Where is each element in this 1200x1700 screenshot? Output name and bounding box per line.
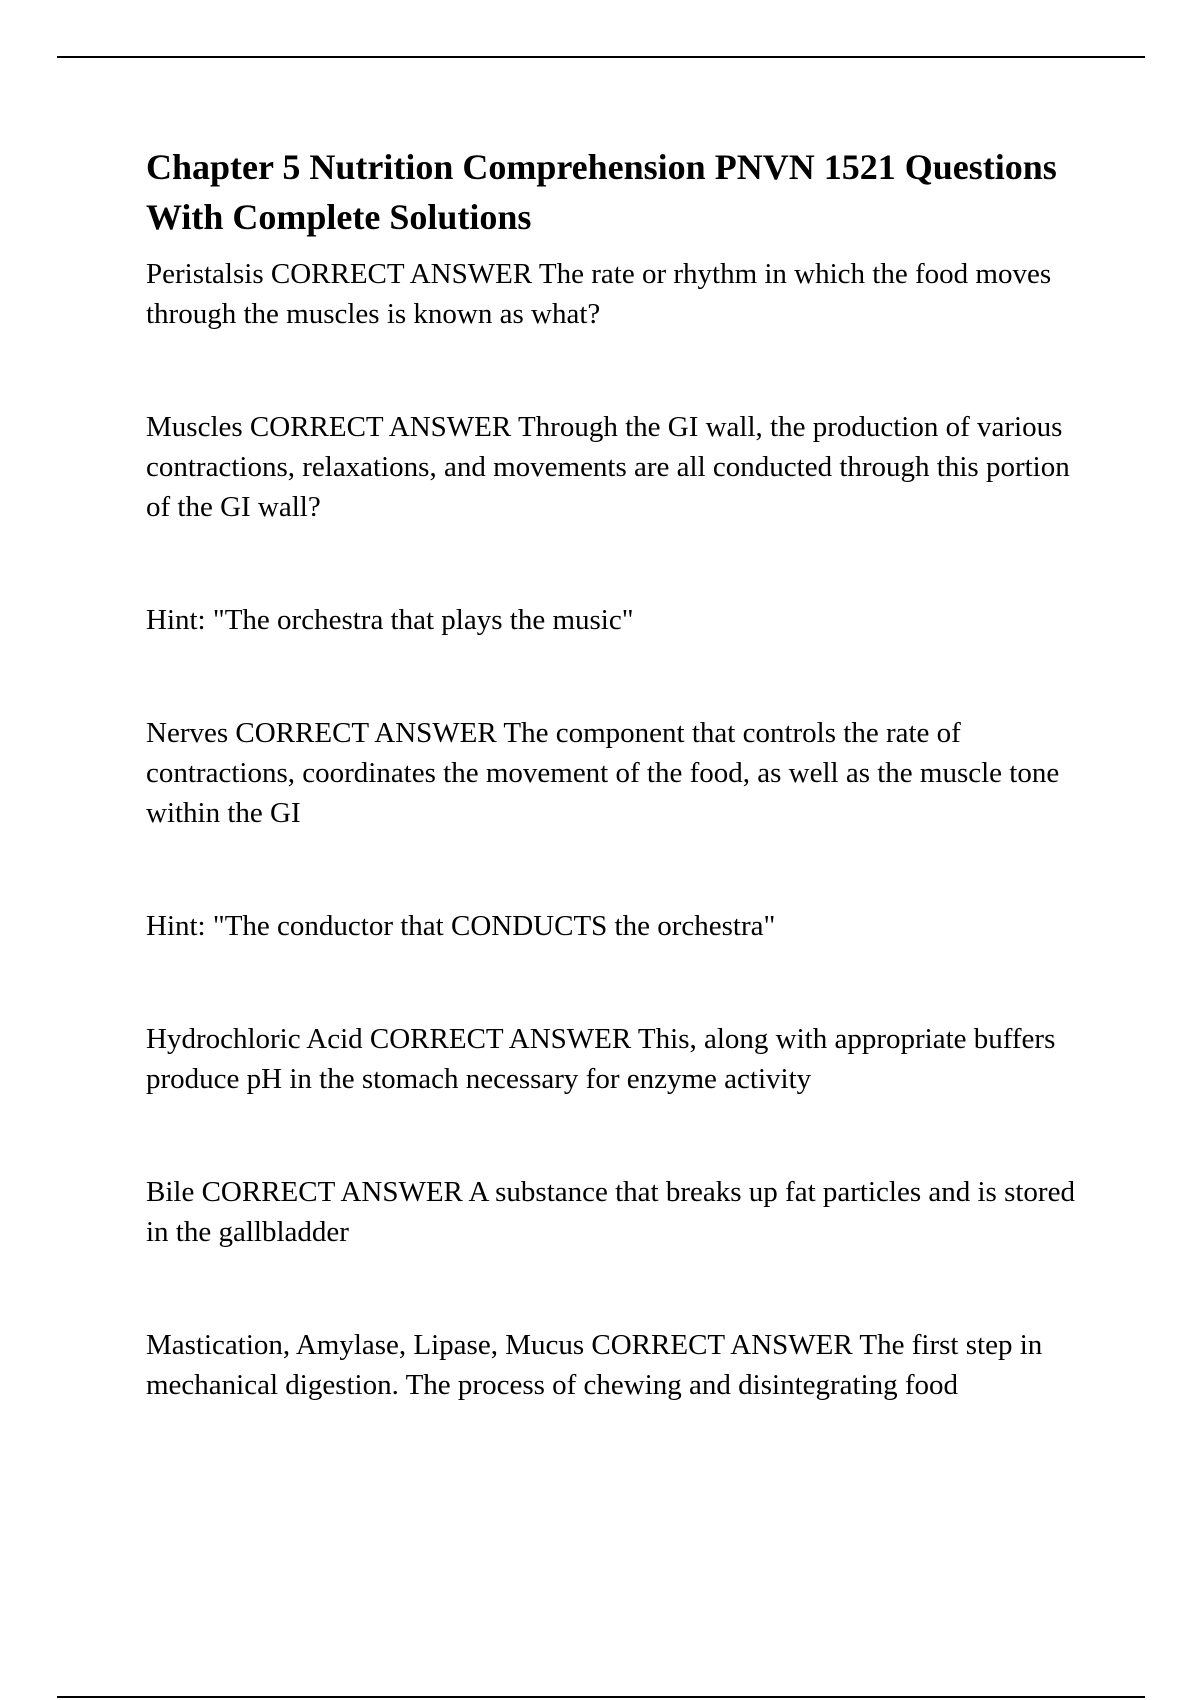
- qa-item-bile: Bile CORRECT ANSWER A substance that breaks up fat particles and is stored in the gallbladder: [146, 1176, 1075, 1248]
- footer-rule: [57, 1696, 1145, 1698]
- header-rule: [57, 56, 1145, 58]
- qa-item-hydrochloric-acid: Hydrochloric Acid CORRECT ANSWER This, along with appropriate buffers produce pH in the stomach necessary for enzyme activity: [146, 1023, 1056, 1095]
- hint-orchestra: Hint: "The orchestra that plays the music": [146, 604, 634, 636]
- qa-item-muscles: Muscles CORRECT ANSWER Through the GI wall, the production of various contractions, relaxations, and movements are all conducted through this portion of the GI wall?: [146, 411, 1070, 523]
- document-title: Chapter 5 Nutrition Comprehension PNVN 1521 Questions With Complete Solutions: [146, 147, 1057, 237]
- document-body: [146, 142, 1086, 1405]
- qa-item-nerves: Nerves CORRECT ANSWER The component that controls the rate of contractions, coordinates the movement of the food, as well as the muscle tone within the GI: [146, 717, 1060, 829]
- qa-item-peristalsis: Peristalsis CORRECT ANSWER The rate or rhythm in which the food moves through the muscles is known as what?: [146, 258, 1052, 330]
- hint-conductor: Hint: "The conductor that CONDUCTS the orchestra": [146, 910, 776, 942]
- qa-item-mastication: Mastication, Amylase, Lipase, Mucus CORRECT ANSWER The first step in mechanical digestion. The process of chewing and disintegrating food: [146, 1329, 1043, 1401]
